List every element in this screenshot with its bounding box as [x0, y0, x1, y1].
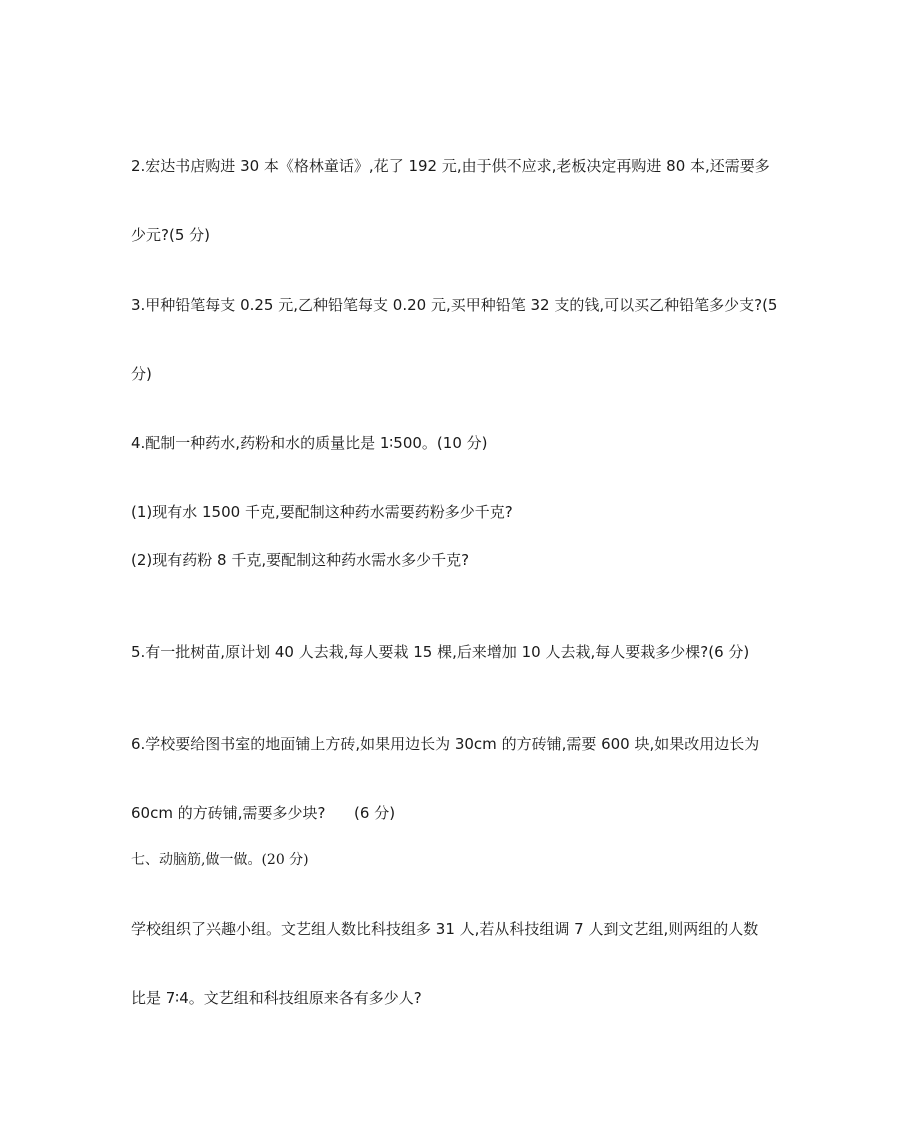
- question-4-part-1: (1)现有水 1500 千克,要配制这种药水需要药粉多少千克?: [131, 503, 513, 521]
- section-7-heading: 七、动脑筋,做一做。(20 分): [131, 852, 309, 868]
- section-7-line-1: 学校组织了兴趣小组。文艺组人数比科技组多 31 人,若从科技组调 7 人到文艺组,则两组的人数: [131, 920, 759, 938]
- question-2-line-1: 2.宏达书店购进 30 本《格林童话》,花了 192 元,由于供不应求,老板决定再购进 80 本,还需要多: [131, 157, 770, 175]
- question-3-line-2: 分): [131, 365, 152, 383]
- question-2-line-2: 少元?(5 分): [131, 226, 210, 244]
- section-7: [131, 803, 781, 1056]
- question-3-line-1: 3.甲种铅笔每支 0.25 元,乙种铅笔每支 0.20 元,买甲种铅笔 32 支的钱,可以买乙种铅笔多少支?(5: [131, 296, 778, 314]
- question-6-line-2: 60cm 的方砖铺,需要多少块? (6 分): [131, 804, 396, 822]
- section-7-line-2: 比是 7∶4。文艺组和科技组原来各有多少人?: [131, 989, 422, 1007]
- question-6-line-1: 6.学校要给图书室的地面铺上方砖,如果用边长为 30cm 的方砖铺,需要 600 块,如果改用边长为: [131, 735, 760, 753]
- question-4-part-2: (2)现有药粉 8 千克,要配制这种药水需水多少千克?: [131, 551, 470, 569]
- question-5-line-1: 5.有一批树苗,原计划 40 人去栽,每人要栽 15 棵,后来增加 10 人去栽,每人要栽多少棵?(6 分): [131, 643, 750, 661]
- question-4-line-1: 4.配制一种药水,药粉和水的质量比是 1∶500。(10 分): [131, 434, 488, 452]
